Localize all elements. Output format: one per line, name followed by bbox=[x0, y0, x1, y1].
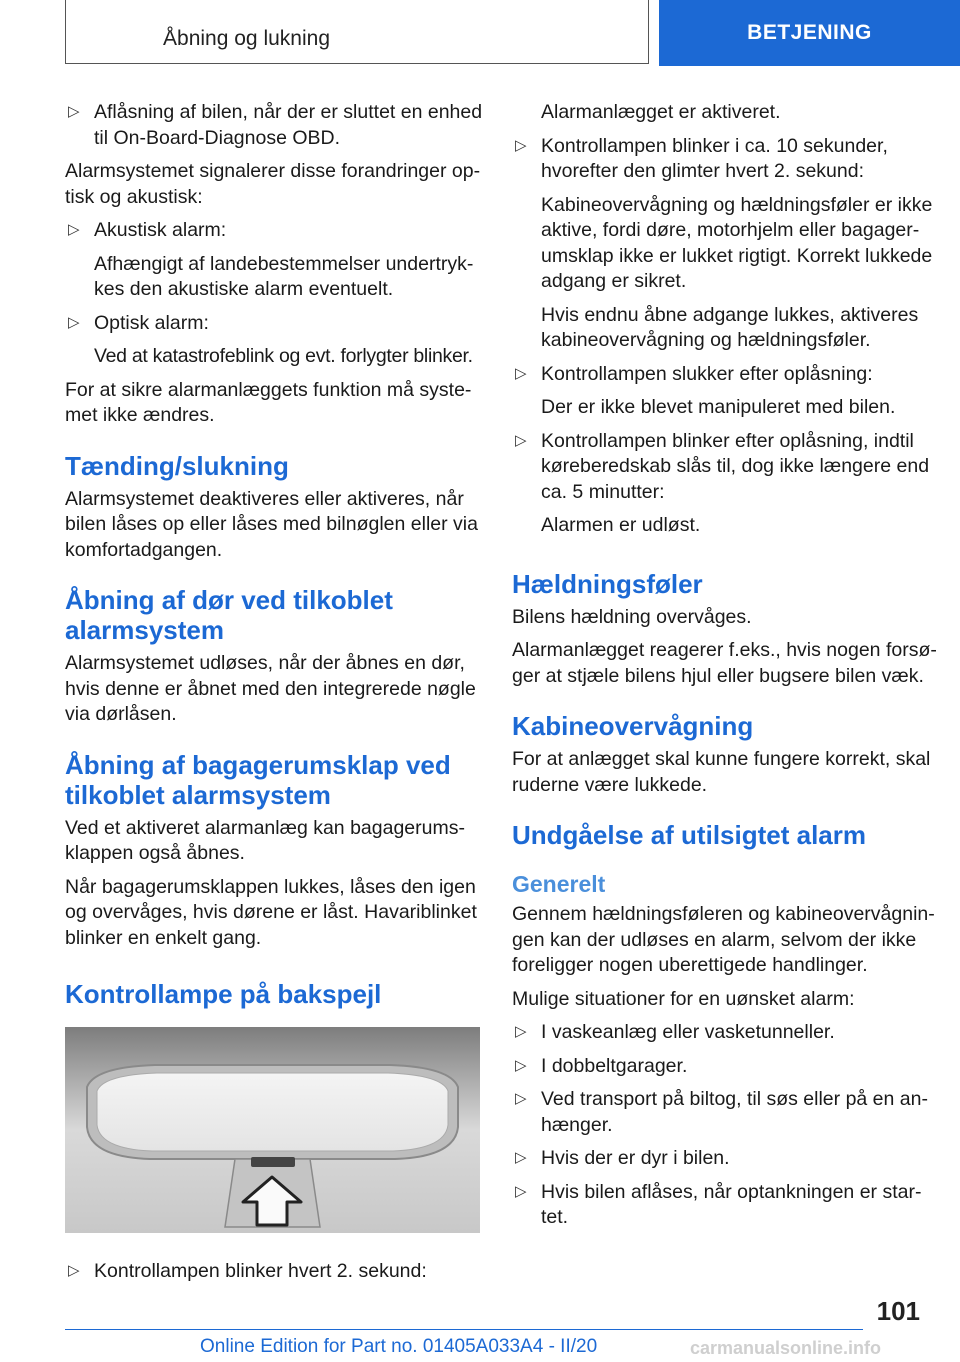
heading-aabning-dor: Åbning af dør ved tilkoblet alarmsystem bbox=[65, 585, 393, 645]
triangle-bullet-icon: ▷ bbox=[68, 221, 80, 238]
paragraph: Mulige situationer for en uønsket alarm: bbox=[512, 987, 855, 1010]
paragraph: For at sikre alarmanlæggets funktion må systemet ikke ændres. bbox=[65, 378, 472, 426]
heading-kabine: Kabineovervågning bbox=[512, 711, 754, 741]
list-item-text: Kontrollampen blinker hvert 2. sekund: bbox=[94, 1260, 427, 1282]
watermark: carmanualsonline.info bbox=[690, 1338, 882, 1358]
paragraph: Alarmsystemet udløses, når der åbnes en dør, hvis denne er åbnet med den integrerede nøgle via dørlåsen. bbox=[65, 652, 476, 725]
rearview-mirror-illustration bbox=[65, 1027, 480, 1233]
list-item-text: Kontrollampen blinker i ca. 10 sekunder, hvorefter den glimter hvert 2. sekund: bbox=[541, 134, 888, 182]
list-item-text: Optisk alarm: bbox=[94, 311, 209, 334]
triangle-bullet-icon: ▷ bbox=[515, 364, 527, 382]
header-frame bbox=[65, 0, 649, 64]
list-item-text: Aflåsning af bilen, når der er sluttet en enhed til On-Board-Diagnose OBD. bbox=[94, 101, 483, 149]
paragraph: Ved et aktiveret alarmanlæg kan bagagerumsklappen også åbnes. bbox=[65, 816, 465, 864]
list-item bbox=[65, 218, 485, 303]
list-item bbox=[512, 1087, 940, 1138]
mirror-icon bbox=[65, 1027, 480, 1233]
list-item bbox=[512, 1146, 940, 1172]
heading-generelt: Generelt bbox=[512, 871, 606, 897]
edition-footer: Online Edition for Part no. 01405A033A4 - II/20 bbox=[200, 1336, 598, 1357]
paragraph: Bilens hældning overvåges. bbox=[512, 605, 752, 628]
list-item-subtext: Hvis endnu åbne adgange lukkes, aktiveres kabineovervågning og hældningsføler. bbox=[541, 303, 919, 351]
list-item-text: Hvis bilen aflåses, når optankningen er startet. bbox=[541, 1180, 922, 1228]
list-item-subtext: Ved at katastrofeblink og evt. forlygter blinker. bbox=[94, 345, 473, 367]
paragraph: Alarmanlægget er aktiveret. bbox=[541, 101, 781, 123]
page-number: 101 bbox=[876, 1296, 920, 1326]
triangle-bullet-icon: ▷ bbox=[515, 1182, 527, 1200]
triangle-bullet-icon: ▷ bbox=[515, 431, 527, 449]
list-item bbox=[512, 362, 940, 421]
list-item bbox=[512, 1054, 940, 1080]
list-item-text: I dobbeltgarager. bbox=[541, 1054, 688, 1077]
list-item-text: Akustisk alarm: bbox=[94, 219, 227, 241]
list-item bbox=[512, 1180, 940, 1231]
paragraph: Alarmsystemet deaktiveres eller aktiveres, når bilen låses op eller låses med bilnøglen eller via komfortadgangen. bbox=[65, 487, 478, 561]
triangle-bullet-icon: ▷ bbox=[515, 1056, 527, 1074]
list-item-subtext: Der er ikke blevet manipuleret med bilen. bbox=[541, 396, 896, 418]
right-column bbox=[512, 100, 940, 1239]
chapter-tab[interactable]: BETJENING bbox=[659, 0, 960, 66]
list-item-text: Kontrollampen blinker efter oplåsning, indtil køreberedskab slås til, dog ikke længere end ca. 5 minutter: bbox=[541, 429, 930, 503]
triangle-bullet-icon: ▷ bbox=[515, 1149, 527, 1166]
list-item bbox=[65, 1259, 485, 1285]
heading-taending: Tænding/slukning bbox=[65, 450, 289, 481]
paragraph: For at anlægget skal kunne fungere korrekt, skal ruderne være lukkede. bbox=[512, 748, 931, 796]
heading-kontrollampe: Kontrollampe på bakspejl bbox=[65, 979, 382, 1009]
left-column bbox=[65, 100, 485, 1293]
list-item bbox=[512, 429, 940, 539]
heading-undgaa: Undgåelse af utilsigtet alarm bbox=[512, 820, 866, 850]
triangle-bullet-icon: ▷ bbox=[68, 1262, 80, 1279]
list-item-subtext: Afhængigt af landebestemmelser undertrykkes den akustiske alarm eventuelt. bbox=[94, 252, 474, 300]
list-item-text: I vaskeanlæg eller vasketunneller. bbox=[541, 1021, 835, 1043]
heading-bagagerum: Åbning af bagagerumsklap ved tilkoblet alarmsystem bbox=[65, 749, 451, 810]
list-item-text: Hvis der er dyr i bilen. bbox=[541, 1147, 730, 1169]
section-title: Åbning og lukning bbox=[163, 27, 330, 50]
paragraph: Når bagagerumsklappen lukkes, låses den igen og overvåges, hvis dørene er låst. Havariblinket blinker en enkelt gang. bbox=[65, 875, 477, 949]
triangle-bullet-icon: ▷ bbox=[515, 1090, 527, 1107]
list-item bbox=[65, 311, 485, 370]
list-item-text: Kontrollampen slukker efter oplåsning: bbox=[541, 362, 873, 385]
paragraph: Gennem hældningsføleren og kabineovervågningen kan der udløses en alarm, selvom der ikke foreligger nogen uberettigede handlinger. bbox=[512, 903, 935, 976]
list-item-subtext: Kabineovervågning og hældningsføler er ikke aktive, fordi døre, motorhjelm eller bagagerumsklap ikke er lukket rigtigt. Korrekt lukkede adgang er sikret. bbox=[541, 193, 933, 292]
list-item-text: Ved transport på biltog, til søs eller på en anhænger. bbox=[541, 1088, 928, 1136]
paragraph: Alarmsystemet signalerer disse forandringer optisk og akustisk: bbox=[65, 160, 481, 208]
list-item bbox=[65, 100, 485, 151]
triangle-bullet-icon: ▷ bbox=[68, 313, 80, 331]
paragraph: Alarmanlægget reagerer f.eks., hvis nogen forsøger at stjæle bilens hjul eller bugsere bilen væk. bbox=[512, 639, 937, 687]
list-item-subtext: Alarmen er udløst. bbox=[541, 514, 701, 536]
footer-divider bbox=[65, 1329, 863, 1330]
triangle-bullet-icon: ▷ bbox=[515, 1023, 527, 1040]
list-item bbox=[512, 1020, 940, 1046]
list-item bbox=[512, 134, 940, 354]
heading-haeldning: Hældningsføler bbox=[512, 568, 703, 599]
triangle-bullet-icon: ▷ bbox=[515, 136, 527, 154]
triangle-bullet-icon: ▷ bbox=[68, 103, 80, 120]
